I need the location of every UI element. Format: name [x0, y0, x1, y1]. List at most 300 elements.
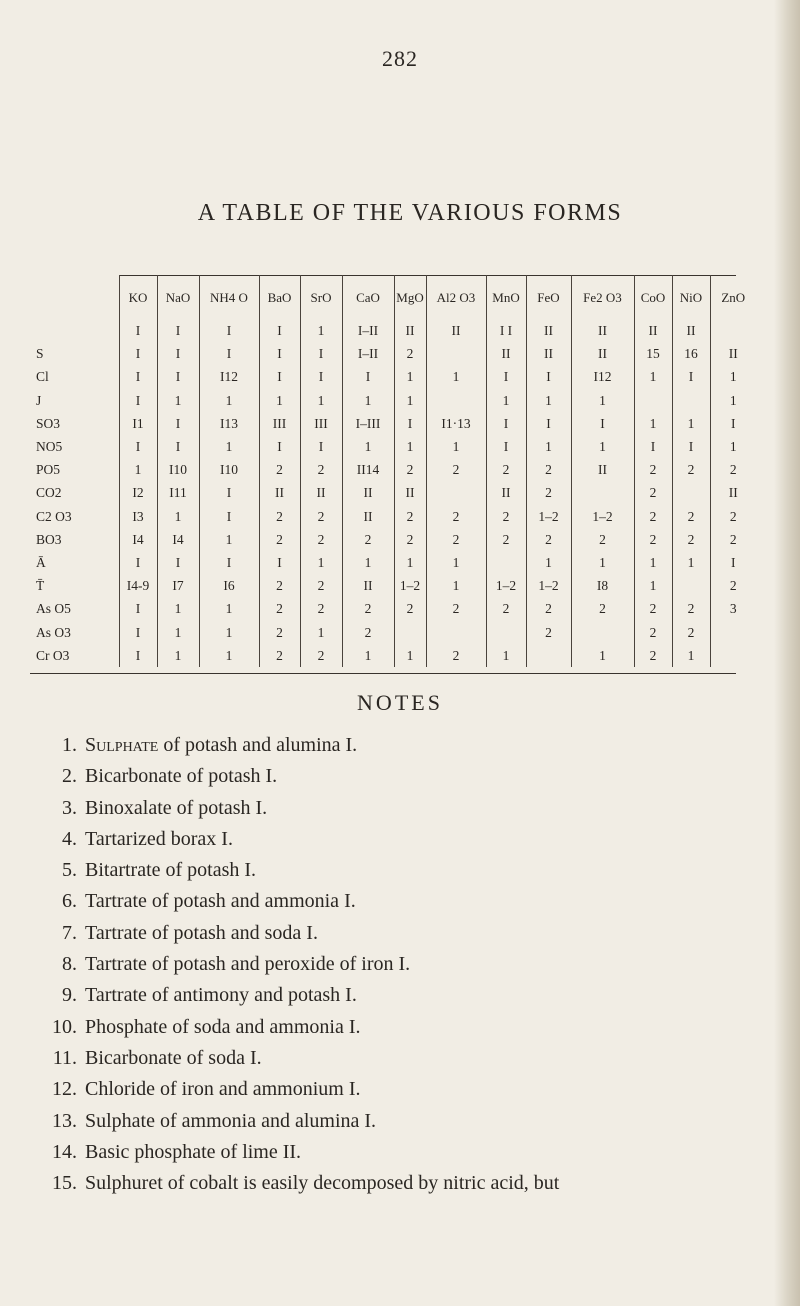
row-label: T̄ — [36, 578, 45, 594]
table-cell: I — [199, 551, 259, 574]
table-row — [30, 458, 756, 481]
column-header: MgO — [394, 275, 426, 319]
table-cell: 1 — [300, 389, 342, 412]
table-cell: 1 — [426, 435, 486, 458]
table-cell: I1 — [119, 412, 157, 435]
note-item — [40, 949, 740, 980]
table-cell: 2 — [300, 644, 342, 667]
table-cell: II — [486, 342, 526, 365]
table-cell: I — [672, 435, 710, 458]
table-cell: I — [157, 551, 199, 574]
table-row — [30, 412, 756, 435]
table-cell: I — [259, 319, 300, 342]
note-number: 9. — [62, 984, 77, 1007]
table-cell: 2 — [710, 458, 756, 481]
table-cell: I11 — [157, 481, 199, 504]
table-cell: 2 — [300, 528, 342, 551]
forms-table-container — [30, 275, 746, 675]
row-label: As O3 — [36, 624, 71, 640]
table-cell: 2 — [486, 505, 526, 528]
table-cell: 2 — [672, 505, 710, 528]
column-header: Fe2 O3 — [571, 275, 634, 319]
table-cell: 2 — [342, 620, 394, 643]
table-cell: 1 — [300, 551, 342, 574]
table-cell: 1 — [199, 644, 259, 667]
table-cell: 2 — [300, 505, 342, 528]
notes-list — [40, 730, 740, 1199]
table-cell — [571, 481, 634, 504]
table-cell: I — [259, 551, 300, 574]
table-cell: I4 — [119, 528, 157, 551]
table-cell: I — [710, 551, 756, 574]
table-cell: II — [342, 574, 394, 597]
row-label: NO5 — [36, 439, 63, 455]
table-cell: I — [119, 365, 157, 388]
table-cell: I — [259, 435, 300, 458]
table-cell: II — [571, 458, 634, 481]
table-row — [30, 620, 756, 643]
note-number: 2. — [62, 765, 77, 788]
table-cell: 2 — [486, 597, 526, 620]
table-cell: 1 — [157, 597, 199, 620]
table-cell: 1 — [526, 435, 571, 458]
table-cell: I — [199, 481, 259, 504]
table-cell: 15 — [634, 342, 672, 365]
note-number: 6. — [62, 890, 77, 913]
note-text: Bitartrate of potash I. — [85, 859, 257, 882]
table-cell: I — [119, 342, 157, 365]
table-cell: 1 — [157, 389, 199, 412]
note-item — [40, 761, 740, 792]
table-cell: 2 — [526, 528, 571, 551]
table-cell: 2 — [526, 458, 571, 481]
table-cell: I — [119, 319, 157, 342]
table-cell: 1 — [571, 389, 634, 412]
column-header: MnO — [486, 275, 526, 319]
table-cell: II — [571, 342, 634, 365]
table-cell: I — [199, 319, 259, 342]
table-cell: 2 — [526, 620, 571, 643]
note-number: 13. — [52, 1109, 77, 1132]
row-label: C2 O3 — [36, 508, 72, 524]
table-cell: 2 — [710, 528, 756, 551]
table-cell — [634, 389, 672, 412]
table-cell: II — [259, 481, 300, 504]
table-cell — [710, 319, 756, 342]
forms-table — [30, 275, 756, 667]
row-label: Ā — [36, 554, 46, 570]
table-cell: 1 — [634, 365, 672, 388]
table-cell: 1 — [300, 319, 342, 342]
note-number: 3. — [62, 796, 77, 819]
row-label: CO2 — [36, 485, 62, 501]
table-row — [30, 389, 756, 412]
page-edge-shadow — [774, 0, 800, 1306]
note-item — [40, 886, 740, 917]
note-item — [40, 1043, 740, 1074]
column-header: SrO — [300, 275, 342, 319]
table-cell: I–III — [342, 412, 394, 435]
table-cell: 2 — [394, 458, 426, 481]
table-cell: 2 — [426, 644, 486, 667]
table-cell: 1 — [426, 551, 486, 574]
table-cell: 2 — [634, 505, 672, 528]
table-cell: I — [199, 505, 259, 528]
column-header: Al2 O3 — [426, 275, 486, 319]
table-cell: I — [199, 342, 259, 365]
table-cell: I — [119, 551, 157, 574]
note-text: of potash and alumina I. — [158, 734, 358, 756]
row-label: Cr O3 — [36, 647, 70, 663]
table-cell — [710, 620, 756, 643]
table-cell: 1 — [526, 389, 571, 412]
table-row — [30, 644, 756, 667]
note-text: Phosphate of soda and ammonia I. — [85, 1015, 361, 1038]
table-cell: 2 — [259, 505, 300, 528]
note-text: Tartrate of antimony and potash I. — [85, 984, 357, 1007]
table-cell: 1 — [710, 389, 756, 412]
table-cell: II — [394, 319, 426, 342]
table-row — [30, 342, 756, 365]
table-cell: II — [571, 319, 634, 342]
table-cell: 2 — [394, 505, 426, 528]
table-cell: 2 — [634, 528, 672, 551]
note-text: Sulphate of ammonia and alumina I. — [85, 1109, 377, 1132]
table-row — [30, 365, 756, 388]
table-cell: 2 — [394, 597, 426, 620]
table-cell: 2 — [259, 458, 300, 481]
table-bottom-rule — [30, 673, 736, 674]
table-cell: 1 — [672, 551, 710, 574]
column-header: BaO — [259, 275, 300, 319]
table-cell: I — [119, 644, 157, 667]
table-cell: 1–2 — [526, 505, 571, 528]
note-text: Tartrate of potash and ammonia I. — [85, 890, 356, 913]
column-header: KO — [119, 275, 157, 319]
table-cell: I — [486, 435, 526, 458]
table-cell: 1 — [634, 574, 672, 597]
table-cell — [571, 620, 634, 643]
note-item — [40, 1106, 740, 1137]
table-cell: 2 — [634, 458, 672, 481]
table-cell: 1–2 — [526, 574, 571, 597]
table-cell: II — [342, 505, 394, 528]
table-cell: 2 — [342, 528, 394, 551]
table-cell: I10 — [157, 458, 199, 481]
table-cell: I — [571, 412, 634, 435]
table-cell: 2 — [571, 528, 634, 551]
column-header: ZnO — [710, 275, 756, 319]
table-cell: I13 — [199, 412, 259, 435]
table-cell: 2 — [259, 528, 300, 551]
note-text: Sulphuret of cobalt is easily decomposed by nitric acid, but — [85, 1172, 560, 1195]
table-cell: 2 — [394, 342, 426, 365]
table-cell: 1 — [342, 644, 394, 667]
table-cell: II — [710, 481, 756, 504]
table-cell: I I — [486, 319, 526, 342]
table-cell: 2 — [426, 528, 486, 551]
table-cell: 1 — [199, 435, 259, 458]
table-cell: I12 — [199, 365, 259, 388]
table-cell: 1 — [486, 389, 526, 412]
table-cell: 2 — [259, 644, 300, 667]
table-cell: I3 — [119, 505, 157, 528]
table-cell: 1 — [486, 644, 526, 667]
table-cell: I — [119, 389, 157, 412]
table-cell: 1 — [710, 365, 756, 388]
note-item — [40, 1012, 740, 1043]
table-cell: I — [300, 365, 342, 388]
table-cell: I7 — [157, 574, 199, 597]
table-row — [30, 319, 756, 342]
table-cell: 2 — [710, 574, 756, 597]
note-item — [40, 1137, 740, 1168]
table-cell: I — [394, 412, 426, 435]
notes-heading: NOTES — [357, 690, 443, 715]
table-cell: II — [526, 319, 571, 342]
table-cell — [710, 644, 756, 667]
table-cell: 1 — [394, 551, 426, 574]
note-number: 5. — [62, 859, 77, 882]
table-cell: 1 — [157, 644, 199, 667]
table-cell: 2 — [634, 597, 672, 620]
row-label: As O5 — [36, 601, 71, 617]
note-number: 15. — [52, 1172, 77, 1195]
table-row — [30, 505, 756, 528]
table-cell: I — [300, 435, 342, 458]
note-number: 10. — [52, 1015, 77, 1038]
note-number: 8. — [62, 953, 77, 976]
table-cell: 1 — [342, 551, 394, 574]
table-cell: 2 — [672, 528, 710, 551]
table-cell: 2 — [342, 597, 394, 620]
table-cell: 1 — [571, 644, 634, 667]
table-cell: I8 — [571, 574, 634, 597]
column-header — [30, 275, 119, 319]
table-cell: I — [486, 365, 526, 388]
table-cell — [426, 342, 486, 365]
table-cell: 1 — [342, 435, 394, 458]
table-cell: 3 — [710, 597, 756, 620]
column-header: NiO — [672, 275, 710, 319]
page-number: 282 — [382, 46, 418, 71]
table-cell: 2 — [634, 481, 672, 504]
table-cell: 1 — [199, 620, 259, 643]
table-cell: I — [634, 435, 672, 458]
table-cell: 1 — [199, 597, 259, 620]
note-item — [40, 1074, 740, 1105]
table-cell — [426, 481, 486, 504]
table-cell: 1 — [300, 620, 342, 643]
table-cell — [426, 620, 486, 643]
table-cell: II — [672, 319, 710, 342]
table-cell: 2 — [672, 458, 710, 481]
note-text: Basic phosphate of lime II. — [85, 1140, 302, 1163]
table-cell: 2 — [486, 528, 526, 551]
table-cell: 1 — [571, 551, 634, 574]
table-cell: 2 — [426, 505, 486, 528]
row-label: J — [36, 392, 42, 408]
table-cell: I — [300, 342, 342, 365]
page-title: A TABLE OF THE VARIOUS FORMS — [197, 200, 623, 226]
note-number: 12. — [52, 1078, 77, 1101]
note-number: 14. — [52, 1140, 77, 1163]
table-cell: 2 — [426, 597, 486, 620]
table-cell: I–II — [342, 319, 394, 342]
note-text: Tartrate of potash and soda I. — [85, 921, 318, 944]
table-cell: I2 — [119, 481, 157, 504]
row-label: BO3 — [36, 531, 62, 547]
table-cell: I10 — [199, 458, 259, 481]
table-cell: 2 — [526, 597, 571, 620]
table-cell — [672, 574, 710, 597]
table-cell: II — [634, 319, 672, 342]
table-cell: 1 — [342, 389, 394, 412]
table-cell: 1 — [394, 435, 426, 458]
note-text: Tartrate of potash and peroxide of iron I. — [85, 953, 411, 976]
table-cell: II — [710, 342, 756, 365]
table-cell: II — [394, 481, 426, 504]
row-label: Cl — [36, 369, 49, 385]
table-cell: I — [157, 412, 199, 435]
note-number: 7. — [62, 921, 77, 944]
note-text: Bicarbonate of potash I. — [85, 765, 278, 788]
table-cell: 2 — [634, 620, 672, 643]
table-cell: 2 — [259, 574, 300, 597]
table-cell: 1 — [157, 620, 199, 643]
table-row — [30, 574, 756, 597]
table-cell: 1 — [426, 365, 486, 388]
note-number: 11. — [52, 1046, 77, 1069]
table-row — [30, 435, 756, 458]
table-cell: 2 — [394, 528, 426, 551]
column-header: CaO — [342, 275, 394, 319]
table-cell: I — [526, 365, 571, 388]
table-cell: I — [157, 342, 199, 365]
table-cell: 1 — [394, 389, 426, 412]
note-text: Bicarbonate of soda I. — [85, 1046, 262, 1069]
table-cell: 2 — [426, 458, 486, 481]
table-cell — [486, 551, 526, 574]
table-cell: II — [426, 319, 486, 342]
table-row — [30, 551, 756, 574]
note-text: Chloride of iron and ammonium I. — [85, 1078, 361, 1101]
table-cell: 1 — [526, 551, 571, 574]
note-text: Binoxalate of potash I. — [85, 796, 268, 819]
table-cell: 2 — [634, 644, 672, 667]
table-cell: 16 — [672, 342, 710, 365]
table-cell: 2 — [300, 574, 342, 597]
table-cell — [526, 644, 571, 667]
table-cell: I — [672, 365, 710, 388]
table-cell: I4-9 — [119, 574, 157, 597]
column-header: FeO — [526, 275, 571, 319]
table-cell: 2 — [259, 597, 300, 620]
table-cell: 2 — [710, 505, 756, 528]
table-cell: 1 — [199, 528, 259, 551]
table-cell: 2 — [526, 481, 571, 504]
table-cell — [394, 620, 426, 643]
table-cell: 1 — [394, 365, 426, 388]
table-body — [30, 319, 756, 667]
table-cell: I1·13 — [426, 412, 486, 435]
table-cell: 1–2 — [571, 505, 634, 528]
table-cell: 2 — [300, 597, 342, 620]
table-row — [30, 481, 756, 504]
column-header: NH4 O — [199, 275, 259, 319]
note-item — [40, 918, 740, 949]
row-label: SO3 — [36, 415, 61, 431]
table-row — [30, 597, 756, 620]
note-item — [40, 793, 740, 824]
table-cell: I — [119, 620, 157, 643]
table-cell: I — [526, 412, 571, 435]
table-cell: I — [119, 435, 157, 458]
note-item — [40, 730, 740, 761]
table-cell: 2 — [571, 597, 634, 620]
table-cell: 1 — [672, 412, 710, 435]
table-cell: 2 — [486, 458, 526, 481]
table-cell: 1 — [426, 574, 486, 597]
table-cell — [672, 389, 710, 412]
table-cell: 1 — [259, 389, 300, 412]
note-item — [40, 855, 740, 886]
table-cell: I12 — [571, 365, 634, 388]
table-cell: 2 — [672, 620, 710, 643]
row-label: S — [36, 346, 44, 362]
table-cell: 1–2 — [394, 574, 426, 597]
table-row — [30, 528, 756, 551]
table-cell: 1 — [672, 644, 710, 667]
table-header-row — [30, 275, 756, 319]
table-cell: II — [526, 342, 571, 365]
table-cell: II — [300, 481, 342, 504]
column-header: NaO — [157, 275, 199, 319]
table-cell: I — [157, 365, 199, 388]
table-cell: II — [486, 481, 526, 504]
table-cell: 1 — [634, 412, 672, 435]
table-cell — [672, 481, 710, 504]
table-cell: II — [342, 481, 394, 504]
table-cell: I — [259, 365, 300, 388]
table-cell: III — [259, 412, 300, 435]
note-item — [40, 1168, 740, 1199]
table-cell: I — [119, 597, 157, 620]
row-label — [30, 319, 119, 342]
table-cell: III — [300, 412, 342, 435]
note-item — [40, 824, 740, 855]
table-cell: 1 — [571, 435, 634, 458]
note-number: 4. — [62, 827, 77, 850]
table-cell: I — [157, 435, 199, 458]
note-lead-word: Sulphate — [85, 734, 159, 756]
table-cell: 2 — [259, 620, 300, 643]
table-cell: 2 — [672, 597, 710, 620]
table-cell: 1–2 — [486, 574, 526, 597]
row-label: PO5 — [36, 462, 61, 478]
table-cell: 2 — [300, 458, 342, 481]
table-cell: I4 — [157, 528, 199, 551]
table-cell — [486, 620, 526, 643]
note-text: Tartarized borax I. — [85, 827, 233, 850]
table-cell: I — [259, 342, 300, 365]
table-cell — [426, 389, 486, 412]
table-cell: 1 — [199, 389, 259, 412]
note-number: 1. — [62, 734, 77, 756]
note-item — [40, 980, 740, 1011]
table-cell: I — [710, 412, 756, 435]
table-cell: I–II — [342, 342, 394, 365]
